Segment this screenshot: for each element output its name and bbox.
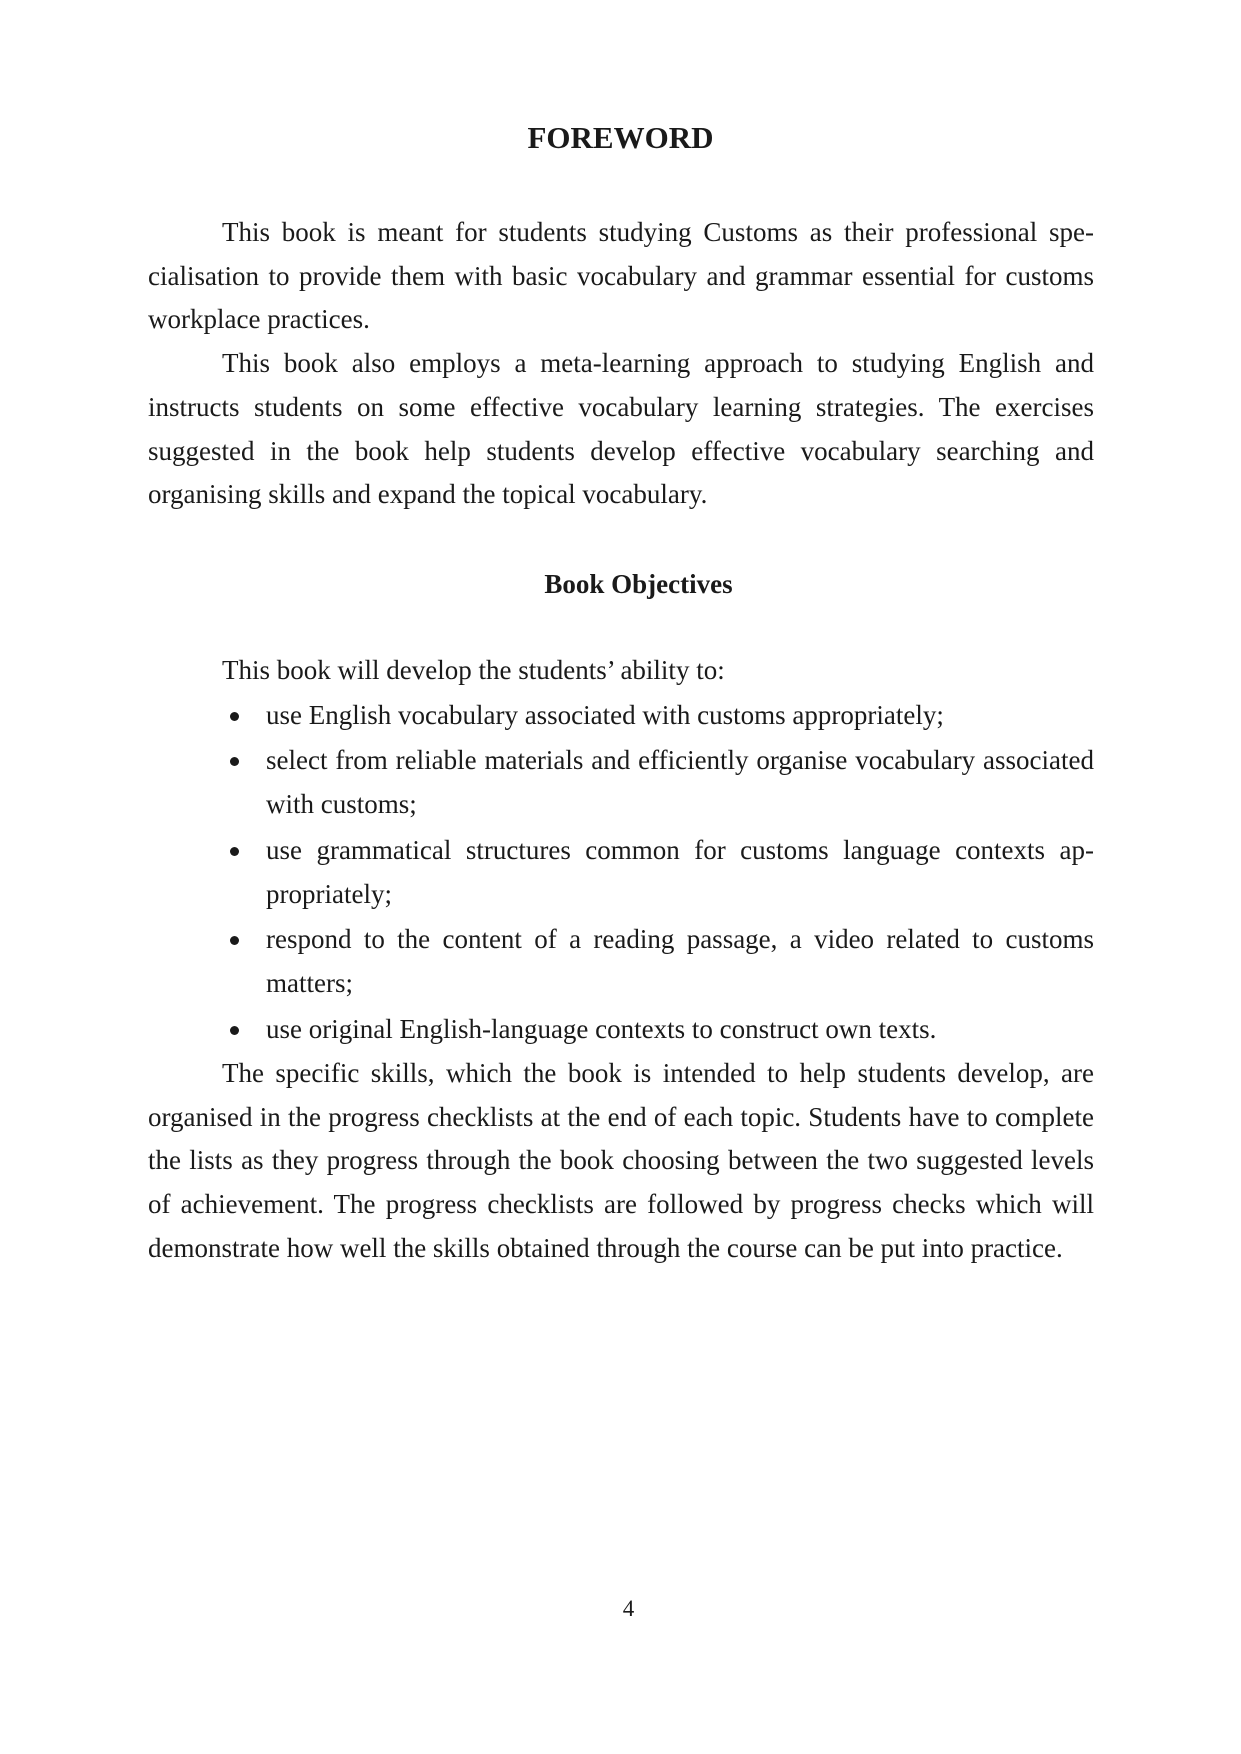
- list-item-text: respond to the content of a reading passage, a video related to customs matters;: [266, 924, 1094, 998]
- list-item-text: select from reliable materials and efficiently organise vocabulary associated with customs;: [266, 745, 1094, 820]
- section-heading: Book Objectives: [544, 569, 733, 599]
- closing-paragraph: The specific skills, which the book is intended to help students develop, are organised in the progress checklists at the end of each topic. Students have to complete the lists as they progress through the book choosing between the two suggested levels of achievement. The progress checklists are followed by progress checks which will demonstrate how well the skills obtained through the course can be put into practice.: [148, 1058, 1094, 1263]
- objectives-intro: This book will develop the students’ ability to:: [222, 655, 725, 685]
- bullet-icon: [230, 936, 239, 945]
- list-item: [148, 694, 1094, 738]
- objectives-section: [148, 649, 1094, 1053]
- bullet-icon: [230, 847, 239, 856]
- list-item: [148, 829, 1094, 916]
- list-item-text: use grammatical structures common for customs language contexts appropriately;: [266, 834, 1094, 909]
- list-item: [148, 739, 1094, 826]
- objectives-list: [148, 694, 1094, 1052]
- list-item: [148, 1008, 1094, 1052]
- page-title: FOREWORD: [527, 120, 714, 155]
- list-item: [148, 918, 1094, 1005]
- page-number: 4: [622, 1596, 635, 1621]
- foreword-body: [148, 211, 1094, 517]
- foreword-paragraph: This book is meant for students studying Customs as their professional specialisation to provide them with basic vocabulary and grammar essential for customs workplace practices.: [148, 217, 1094, 335]
- closing-section: [148, 1052, 1094, 1271]
- bullet-icon: [230, 712, 239, 721]
- bullet-icon: [230, 1026, 239, 1035]
- list-item-text: use original English-language contexts to construct own texts.: [266, 1013, 937, 1044]
- foreword-paragraph: This book also employs a meta-learning approach to studying English and instructs students on some effective vocabulary learning strategies. The exercises suggested in the book help students develop effective vocabulary searching and organising skills and expand the topical vocabulary.: [148, 348, 1094, 510]
- list-item-text: use English vocabulary associated with customs appropriately;: [266, 699, 944, 730]
- bullet-icon: [230, 757, 239, 766]
